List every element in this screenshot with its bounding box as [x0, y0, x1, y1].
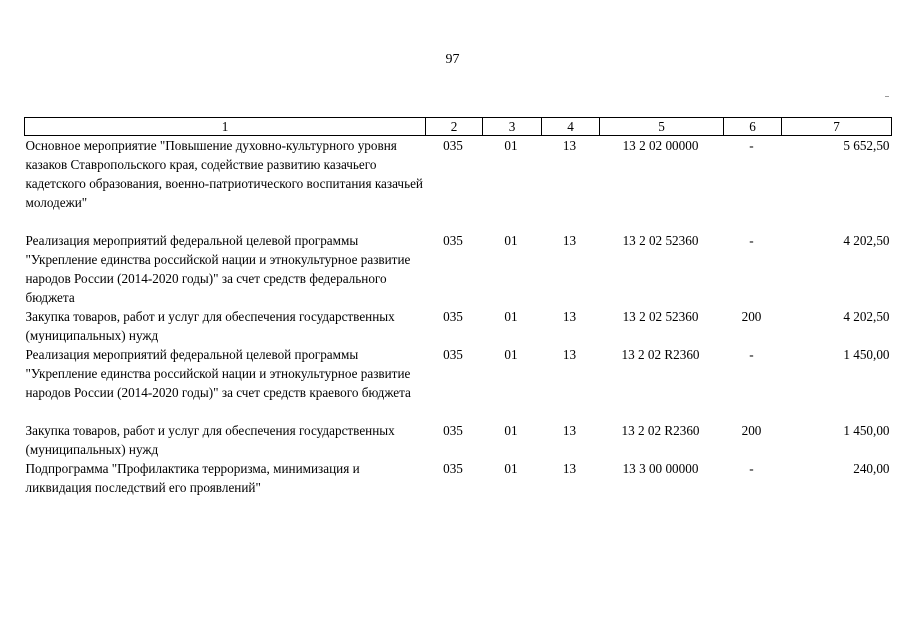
cell-target-article: 13 2 02 52360 [622, 232, 699, 248]
row-name: Реализация мероприятий федеральной целевой программы "Укрепление единства российской нации и этнокультурное развитие народов России (2014-2020 годы)" за счет средств федерального бюджета [25, 232, 411, 305]
header-col-2: 2 [426, 118, 483, 136]
cell-amount: 4 202,50 [843, 232, 890, 248]
cell-expense-type: - [749, 346, 754, 362]
table-row [25, 307, 892, 345]
cell-subsection: 13 [562, 460, 577, 476]
cell-ministry: 035 [443, 308, 463, 324]
table-row [25, 421, 892, 459]
scan-mark [885, 96, 889, 97]
cell-ministry: 035 [443, 460, 463, 476]
cell-amount: 240,00 [853, 460, 890, 476]
header-col-3: 3 [483, 118, 542, 136]
cell-amount: 1 450,00 [843, 346, 890, 362]
cell-section: 01 [504, 422, 518, 438]
cell-ministry: 035 [443, 138, 463, 153]
header-col-6: 6 [724, 118, 782, 136]
cell-section: 01 [504, 346, 518, 362]
cell-amount: 1 450,00 [843, 422, 890, 438]
cell-subsection: 13 [562, 308, 577, 324]
header-col-4: 4 [542, 118, 600, 136]
cell-expense-type: - [749, 138, 754, 153]
cell-expense-type: - [749, 232, 754, 248]
cell-target-article: 13 2 02 R2360 [621, 422, 700, 438]
cell-subsection: 13 [562, 422, 577, 438]
row-name: Закупка товаров, работ и услуг для обеспечения государственных (муниципальных) нужд [25, 422, 395, 457]
cell-section: 01 [504, 308, 518, 324]
cell-expense-type: 200 [741, 308, 762, 324]
cell-section: 01 [504, 460, 518, 476]
cell-target-article: 13 2 02 R2360 [621, 346, 700, 362]
cell-ministry: 035 [443, 232, 463, 248]
table-row [25, 136, 892, 231]
table-row [25, 231, 892, 307]
cell-section: 01 [504, 138, 518, 153]
table-row [25, 459, 892, 497]
cell-subsection: 13 [562, 138, 577, 153]
row-name: Основное мероприятие "Повышение духовно-культурного уровня казаков Ставропольского края, содействие развитию казачьего кадетского образования, военно-патриотического воспитания казачьей молодежи" [25, 138, 423, 210]
cell-target-article: 13 2 02 00000 [622, 138, 699, 153]
page-number: 97 [445, 52, 460, 67]
cell-expense-type: - [749, 460, 754, 476]
header-col-5: 5 [600, 118, 724, 136]
cell-ministry: 035 [443, 422, 463, 438]
row-name: Реализация мероприятий федеральной целевой программы "Укрепление единства российской нации и этнокультурное развитие народов России (2014-2020 годы)" за счет средств краевого бюджета [25, 346, 411, 400]
cell-ministry: 035 [443, 346, 463, 362]
cell-section: 01 [504, 232, 518, 248]
cell-target-article: 13 3 00 00000 [622, 460, 699, 476]
budget-table [24, 117, 892, 497]
cell-expense-type: 200 [741, 422, 762, 438]
header-row [25, 118, 892, 136]
header-col-7: 7 [782, 118, 892, 136]
table-row [25, 345, 892, 421]
row-name: Закупка товаров, работ и услуг для обеспечения государственных (муниципальных) нужд [25, 308, 395, 343]
cell-amount: 4 202,50 [843, 308, 890, 324]
cell-amount: 5 652,50 [843, 138, 890, 153]
cell-target-article: 13 2 02 52360 [622, 308, 699, 324]
row-name: Подпрограмма "Профилактика терроризма, минимизация и ликвидация последствий его проявлений" [25, 460, 360, 495]
cell-subsection: 13 [562, 346, 577, 362]
cell-subsection: 13 [562, 232, 577, 248]
header-col-1: 1 [25, 118, 426, 136]
